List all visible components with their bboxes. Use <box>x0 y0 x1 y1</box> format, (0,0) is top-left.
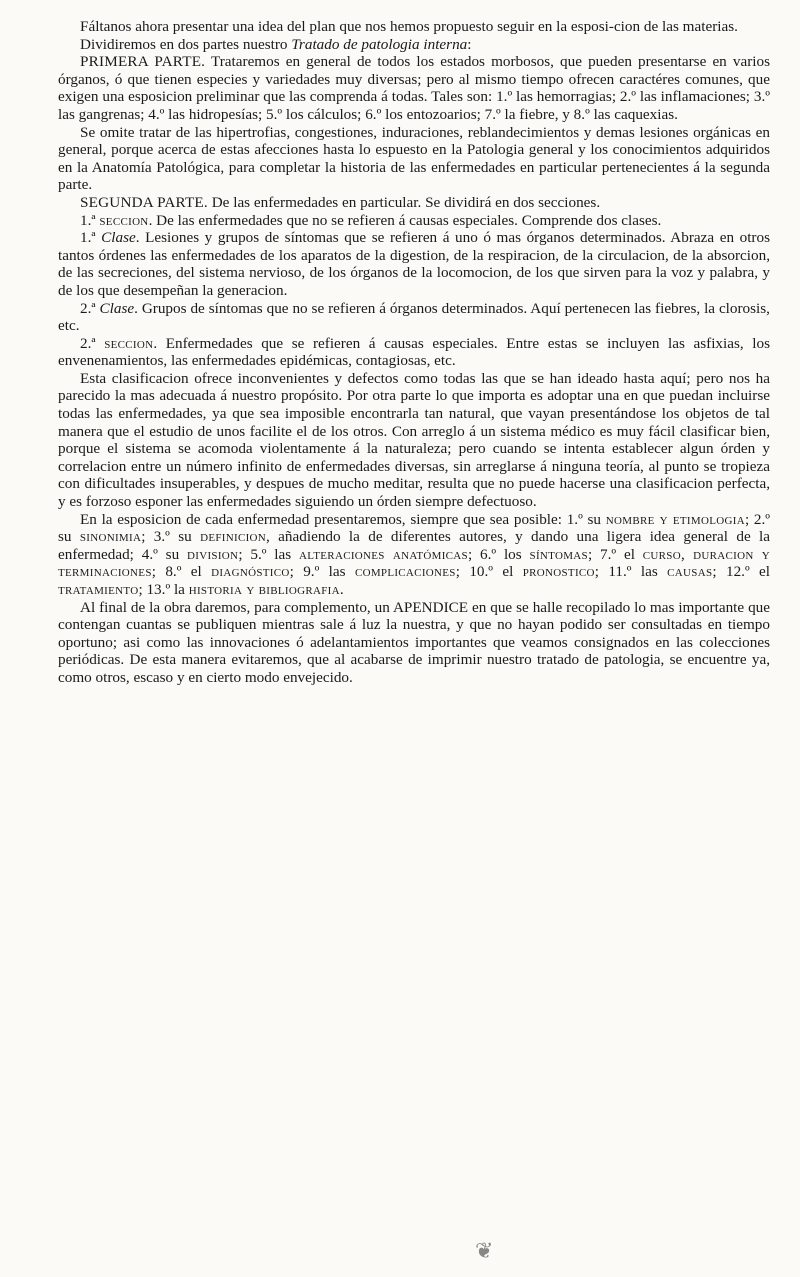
exposition-text: ; 6.º los <box>467 545 530 563</box>
exposition-text: ; 11.º las <box>594 563 668 581</box>
section-two-number: 2.ª <box>80 334 105 352</box>
second-part-paragraph <box>58 194 770 212</box>
division-colon: : <box>467 35 472 53</box>
exposition-text: En la esposicion de cada enfermedad presentaremos, siempre que sea posible: 1.º su <box>80 510 606 528</box>
section-one-paragraph <box>58 212 770 230</box>
second-part-text: De las enfermedades en particular. Se dividirá en dos secciones. <box>207 193 601 211</box>
ornament-mark: ❦ <box>475 1239 494 1264</box>
exposition-text: ; 8.º el <box>151 563 212 581</box>
document-body <box>58 18 770 687</box>
topic-history: historia y bibliografia <box>188 581 340 598</box>
appendix-label: APENDICE <box>392 598 469 616</box>
section-one-text: . De las enfermedades que no se refieren á causas especiales. Comprende dos clases. <box>148 211 662 229</box>
first-part-text: Trataremos en general de todos los estados morbosos, que pueden presentarse en varios órganos, ó que tienen especies y variedades muy diversas; pero al mismo tiempo ofrecen caractéres comunes, que exigen una esposicion preliminar que las comprenda á todas. Tales son: 1.º las hemorragias; 2.º las inflamaciones; 3.º las gangrenas; 4.º las hidropesías; 5.º los cálculos; 6.º los entozoarios; 7.º la fiebre, y 8.º las caquexias. <box>58 53 771 123</box>
topic-course: curso, duracion y terminaciones <box>58 545 771 581</box>
class-one-label: Clase <box>101 229 136 247</box>
appendix-text: en que se halle recopilado lo mas importante que contengan cuantas se publiquen mientras sale á luz la nuestra, y que no hayan podido ser consultadas en tiempo oportuno; asi como las innovaciones ó adelantamientos importantes que veamos consignados en las colecciones periódicas. De esta manera evitaremos, que al acabarse de imprimir nuestro tratado de patologia, se encuentre ya, como otros, escaso y en cierto modo envejecido. <box>58 598 770 686</box>
topic-name: nombre y etimologia <box>605 510 745 528</box>
class-two-label: Clase <box>99 299 135 317</box>
appendix-paragraph <box>58 599 770 687</box>
exposition-text: ; 12.º el <box>712 563 770 581</box>
topic-complications: complicaciones <box>354 563 456 581</box>
classification-text: Esta clasificacion ofrece inconvenientes y defectos como todas las que se han ideado hasta aquí; pero nos ha parecido la mas adecuada á nuestro propósito. Por otra parte lo que importa es adoptar una en que puedan incluirse todas las enfermedades, ya que sea imposible encontrarla tan natural, que vayan presentándose los objetos de tal manera que el estudio de unos facilite el de los otros. Con arreglo á un sistema médico es muy fácil clasificar bien, porque el sistema se acomoda violentamente á la naturaleza; pero cuando se intenta establecer algun órden y correlacion entre un número infinito de enfermedades diversas, sin arreglarse á ninguna teoría, al punto se tropieza con dificultades insuperables, y despues de mucho meditar, resulta que no puede hacerse una clasificacion perfecta, y es forzoso esponer las enfermedades siguiendo un órden siempre defectuoso. <box>58 369 770 511</box>
exposition-text: ; 13.º la <box>138 581 189 598</box>
intro-text: Fáltanos ahora presentar una idea del plan que nos hemos propuesto seguir en la esposi-cion de las materias. <box>80 18 738 35</box>
class-one-paragraph <box>58 229 770 299</box>
exposition-text: ; 9.º las <box>289 563 355 581</box>
topic-synonymy: sinonimia <box>79 528 142 546</box>
exposition-paragraph <box>58 511 770 599</box>
topic-prognosis: pronostico <box>522 563 595 581</box>
exposition-text: ; 7.º el <box>587 545 643 563</box>
classification-paragraph <box>58 370 770 511</box>
section-one-number: 1.ª <box>80 211 100 229</box>
division-paragraph <box>58 36 770 54</box>
exposition-text: . <box>339 581 344 598</box>
topic-causes: causas <box>667 563 713 581</box>
class-one-number: 1.ª <box>80 229 102 247</box>
topic-anatomical-alterations: alteraciones anatómicas <box>299 545 468 563</box>
section-two-label: seccion <box>104 334 154 352</box>
exposition-text: ; 10.º el <box>455 563 523 581</box>
section-one-label: seccion <box>99 211 149 229</box>
treatise-title: Tratado de patologia interna <box>291 35 468 53</box>
section-two-paragraph <box>58 335 770 370</box>
first-part-paragraph <box>58 53 770 123</box>
first-part-heading: PRIMERA PARTE. <box>80 53 206 71</box>
section-two-text: . Enfermedades que se refieren á causas especiales. Entre estas se incluyen las asfixias, los envenenamientos, las enfermedades epidémicas, contagiosas, etc. <box>58 334 770 370</box>
exposition-text: ; 2.º su <box>58 510 770 546</box>
class-two-number: 2.ª <box>80 299 100 317</box>
appendix-text: Al final de la obra daremos, para complemento, un <box>80 598 393 616</box>
topic-division: division <box>187 545 239 563</box>
class-two-paragraph <box>58 300 770 335</box>
exposition-text: ; 3.º su <box>141 528 201 546</box>
omission-text: Se omite tratar de las hipertrofias, congestiones, induraciones, reblandecimientos y demas lesiones orgánicas en general, porque acerca de estas afecciones hasta lo espuesto en la Patologia general y los conocimientos adquiridos en la Anatomía Patológica, para completar la historia de las enfermedades en particular pertenecientes á la segunda parte. <box>58 123 770 194</box>
topic-treatment: tratamiento <box>58 581 139 598</box>
class-two-text: . Grupos de síntomas que no se refieren á órganos determinados. Aquí pertenecen las fiebres, la clorosis, etc. <box>58 299 770 335</box>
second-part-heading: SEGUNDA PARTE. <box>80 193 208 211</box>
intro-paragraph <box>58 18 770 36</box>
topic-symptoms: síntomas <box>529 545 588 563</box>
exposition-text: ; 5.º las <box>238 545 300 563</box>
topic-definition: definicion <box>200 528 267 546</box>
topic-diagnosis: diagnóstico <box>211 563 290 581</box>
exposition-text: , añadiendo la de diferentes autores, y dando una ligera idea general de la enfermedad; 4.º su <box>58 528 770 563</box>
class-one-text: . Lesiones y grupos de síntomas que se refieren á uno ó mas órganos determinados. Abraza en otros tantos órdenes las enfermedades de los aparatos de la digestion, de la respiracion, de la circulacion, de la absorcion, de las secreciones, del sistema nervioso, de los órganos de la locomocion, de los que sirven para la voz y palabra, y de los que desempeñan la generacion. <box>58 229 770 299</box>
division-text: Dividiremos en dos partes nuestro <box>80 35 292 53</box>
omission-paragraph <box>58 124 770 194</box>
